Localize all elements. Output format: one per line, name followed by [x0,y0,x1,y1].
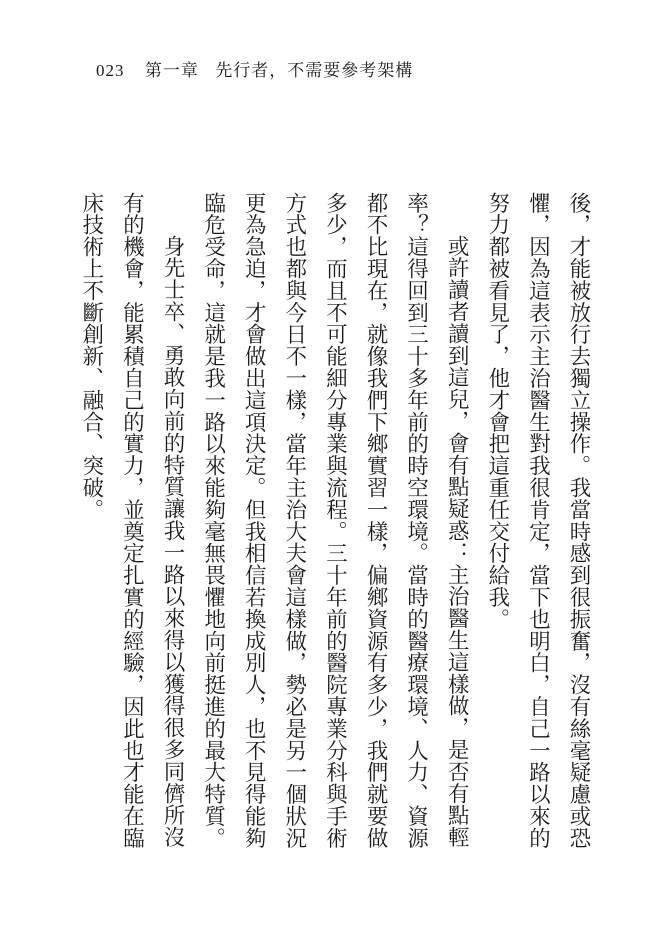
running-header [96,56,413,81]
chapter-title: 先行者，不需要參考架構 [215,61,414,81]
chapter-label: 第一章 [144,61,199,81]
paragraph-1: 後，才能被放行去獨立操作。我當時感到很振奮，沒有絲毫疑慮或恐懼，因為這表示主治醫生對我很肯定，當下也明白，自己一路以來的努力都被看見了，他才會把這重任交付給我。 [484,192,591,849]
page-number: 023 [96,61,125,80]
paragraph-3: 身先士卒、勇敢向前的特質讓我一路以來得以獲得很多同儕所沒有的機會，能累積自己的實力，並奠定扎實的經驗，因此也才能在臨床技術上不斷創新、融合、突破。 [78,192,186,849]
body-text [70,192,598,852]
paragraph-2: 或許讀者讀到這兒，會有點疑惑：主治醫生這樣做，是否有點輕率？這得回到三十多年前的時空環境。當時的醫療環境、人力、資源都不比現在，就像我們下鄉實習一樣，偏鄉資源有多少，我們就要做多少，而且不可能細分專業與流程。三十年前的醫院專業分科與手術方式也都與今日不一樣，當年主治大夫會這樣做，勢必是另一個狀況更為急迫，才會做出這項決定。但我相信若換成別人，也不見得能夠臨危受命，這就是我一路以來能夠毫無畏懼地向前挺進的最大特質。 [200,192,470,849]
